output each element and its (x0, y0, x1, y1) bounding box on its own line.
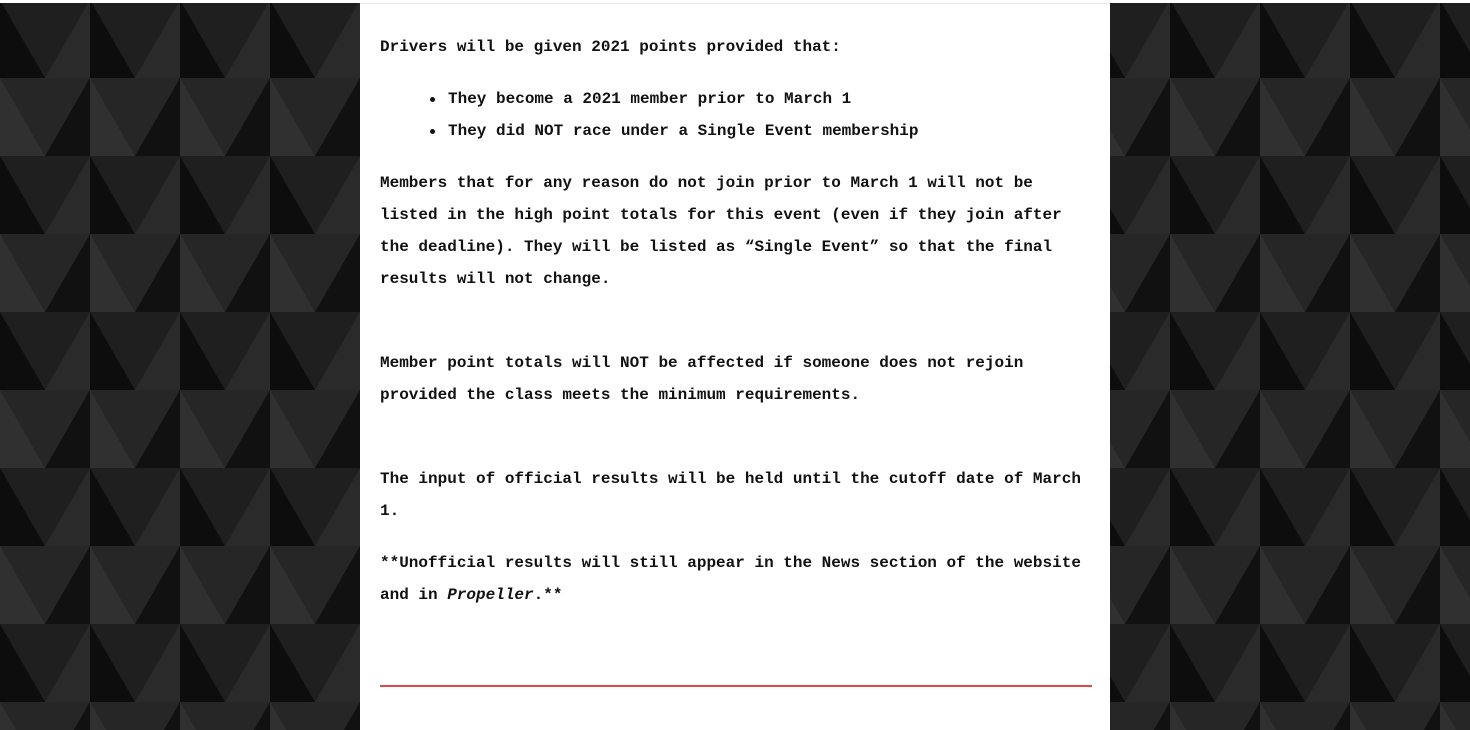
member-totals-paragraph: Member point totals will NOT be affected if someone does not rejoin provided the class meets the minimum requirements. (380, 354, 1024, 404)
card-top-border (360, 3, 1110, 4)
section-divider (380, 685, 1092, 687)
content-card (360, 3, 1110, 730)
unofficial-results-text: **Unofficial results will still appear in the News section of the website and in (380, 554, 1081, 604)
list-item: They become a 2021 member prior to March 1 (428, 83, 918, 115)
propeller-publication-name[interactable]: Propeller (447, 586, 534, 604)
official-results-paragraph: The input of official results will be held until the cutoff date of March 1. (380, 470, 1081, 520)
list-item: They did NOT race under a Single Event membership (428, 115, 918, 147)
points-eligibility-intro: Drivers will be given 2021 points provided that: (380, 38, 841, 56)
late-join-paragraph: Members that for any reason do not join prior to March 1 will not be listed in the high point totals for this event (even if they join after the deadline). They will be listed as “Single Event” so that the final results will not change. (380, 174, 1062, 288)
unofficial-results-paragraph (380, 547, 1092, 611)
unofficial-results-suffix: .** (533, 586, 563, 604)
eligibility-conditions-list (428, 83, 918, 147)
